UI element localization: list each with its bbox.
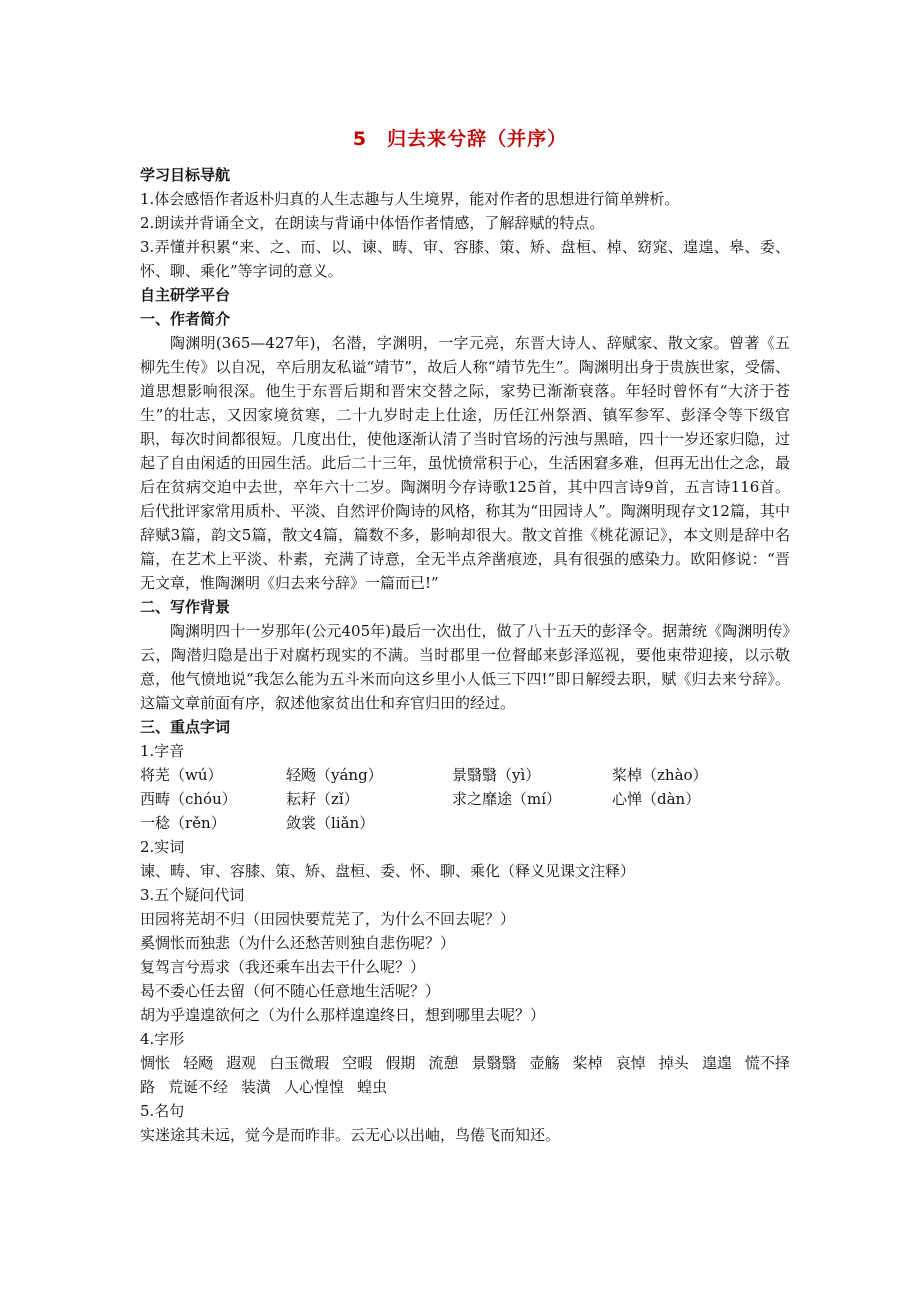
glyph-word: 白玉微瑕 bbox=[269, 1054, 330, 1072]
glyph-word: 掉头 bbox=[658, 1054, 689, 1072]
glyph-list bbox=[140, 1051, 790, 1099]
author-paragraph: 陶渊明(365—427年)，名潜，字渊明，一字元亮，东晋大诗人、辞赋家、散文家。曾著《五柳先生传》以自况，卒后朋友私谥“靖节”，故后人称“靖节先生”。陶渊明出身于贵族世家，受儒、道思想影响很深。他生于东晋后期和晋宋交替之际，家势已渐渐衰落。年轻时曾怀有“大济于苍生”的壮志，又因家境贫寒，二十九岁时走上仕途，历任江州祭酒、镇军参军、彭泽令等下级官职，每次时间都很短。几度出仕，使他逐渐认清了当时官场的污浊与黑暗，四十一岁还家归隐，过起了自由闲适的田园生活。此后二十三年，虽忧愤常积于心，生活困窘多难，但再无出仕之念，最后在贫病交迫中去世，卒年六十二岁。陶渊明今存诗歌125首，其中四言诗9首，五言诗116首。后代批评家常用质朴、平淡、自然评价陶诗的风格，称其为“田园诗人”。陶渊明现存文12篇，其中辞赋3篇，韵文5篇，散文4篇，篇数不多，影响却很大。散文首推《桃花源记》，本文则是辞中名篇，在艺术上平淡、朴素，充满了诗意，全无半点斧凿痕迹，具有很强的感染力。欧阳修说：“晋无文章，惟陶渊明《归去来兮辞》一篇而已!” bbox=[140, 334, 790, 592]
interrogative-line: 田园将芜胡不归（田园快要荒芜了，为什么不回去呢？） bbox=[140, 910, 516, 928]
glyph-word: 假期 bbox=[385, 1054, 416, 1072]
interrogative-line: 曷不委心任去留（何不随心任意地生活呢？） bbox=[140, 982, 441, 1000]
interrogative-line: 胡为乎遑遑欲何之（为什么那样遑遑终日，想到哪里去呢？） bbox=[140, 1006, 546, 1024]
goals-heading: 学习目标导航 bbox=[140, 166, 231, 184]
glyph-word: 轻飏 bbox=[183, 1054, 214, 1072]
goal-item: 1.体会感悟作者返朴归真的人生志趣与人生境界，能对作者的思想进行简单辨析。 bbox=[140, 190, 680, 208]
interrogative-line: 复驾言兮焉求（我还乘车出去干什么呢？） bbox=[140, 958, 426, 976]
author-heading: 一、作者简介 bbox=[140, 310, 231, 328]
words-heading: 三、重点字词 bbox=[140, 718, 231, 736]
glyph-word: 桨棹 bbox=[572, 1054, 603, 1072]
glyph-word: 景翳翳 bbox=[471, 1054, 517, 1072]
glyph-word: 空暇 bbox=[342, 1054, 373, 1072]
quotes-text: 实迷途其未远，觉今是而昨非。云无心以出岫，鸟倦飞而知还。 bbox=[140, 1126, 561, 1144]
glyph-word: 惆怅 bbox=[140, 1054, 171, 1072]
pronunciation-item: 西畴（chóu） bbox=[140, 790, 237, 808]
interrogatives-heading: 3.五个疑问代词 bbox=[140, 886, 245, 904]
pronunciation-item: 敛裳（liǎn） bbox=[286, 814, 375, 832]
pronunciation-row bbox=[140, 811, 790, 835]
glyph-word: 流憩 bbox=[428, 1054, 459, 1072]
pronunciation-item: 轻飏（yáng） bbox=[286, 766, 383, 784]
content-words: 谏、畴、审、容膝、策、矫、盘桓、委、怀、聊、乘化（释义见课文注释） bbox=[140, 862, 636, 880]
background-heading: 二、写作背景 bbox=[140, 598, 231, 616]
goal-item: 2.朗读并背诵全文，在朗读与背诵中体悟作者情感，了解辞赋的特点。 bbox=[140, 214, 605, 232]
glyph-word: 慌不择路 bbox=[140, 1054, 790, 1096]
pronunciation-item: 一稔（rěn） bbox=[140, 814, 226, 832]
goal-item: 3.弄懂并积累“来、之、而、以、谏、畴、审、容膝、策、矫、盘桓、棹、窈窕、遑遑、皋、委、怀、聊、乘化”等字词的意义。 bbox=[140, 238, 790, 280]
content-words-heading: 2.实词 bbox=[140, 838, 185, 856]
glyph-word: 蝗虫 bbox=[357, 1078, 388, 1096]
glyph-word: 人心惶惶 bbox=[284, 1078, 345, 1096]
pronunciation-item: 桨棹（zhào） bbox=[612, 766, 708, 784]
glyph-word: 壶觞 bbox=[529, 1054, 560, 1072]
quotes-heading: 5.名句 bbox=[140, 1102, 185, 1120]
pronunciation-item: 耘耔（zǐ） bbox=[286, 790, 359, 808]
pronunciation-item: 心惮（dàn） bbox=[612, 790, 701, 808]
platform-heading: 自主研学平台 bbox=[140, 286, 231, 304]
glyph-word: 装潢 bbox=[241, 1078, 272, 1096]
pronunciation-item: 将芜（wú） bbox=[140, 766, 223, 784]
pronunciation-heading: 1.字音 bbox=[140, 742, 185, 760]
pronunciation-row bbox=[140, 787, 790, 811]
glyph-word: 荒诞不经 bbox=[168, 1078, 229, 1096]
page-title: 5 归去来兮辞（并序） bbox=[352, 128, 568, 150]
glyph-word: 遐观 bbox=[226, 1054, 257, 1072]
pronunciation-row bbox=[140, 763, 790, 787]
document-body bbox=[140, 163, 790, 1147]
glyphs-heading: 4.字形 bbox=[140, 1030, 185, 1048]
glyph-word: 遑遑 bbox=[701, 1054, 732, 1072]
pronunciation-item: 求之靡途（mí） bbox=[452, 790, 562, 808]
interrogative-line: 奚惆怅而独悲（为什么还愁苦则独自悲伤呢？） bbox=[140, 934, 456, 952]
background-paragraph: 陶渊明四十一岁那年(公元405年)最后一次出仕，做了八十五天的彭泽令。据萧统《陶渊明传》云，陶潜归隐是出于对腐朽现实的不满。当时郡里一位督邮来彭泽巡视，要他束带迎接，以示敬意，他气愤地说“我怎么能为五斗米而向这乡里小人低三下四!”即日解绶去职，赋《归去来兮辞》。这篇文章前面有序，叙述他家贫出仕和弃官归田的经过。 bbox=[140, 622, 790, 712]
pronunciation-item: 景翳翳（yì） bbox=[452, 766, 541, 784]
glyph-word: 哀悼 bbox=[615, 1054, 646, 1072]
